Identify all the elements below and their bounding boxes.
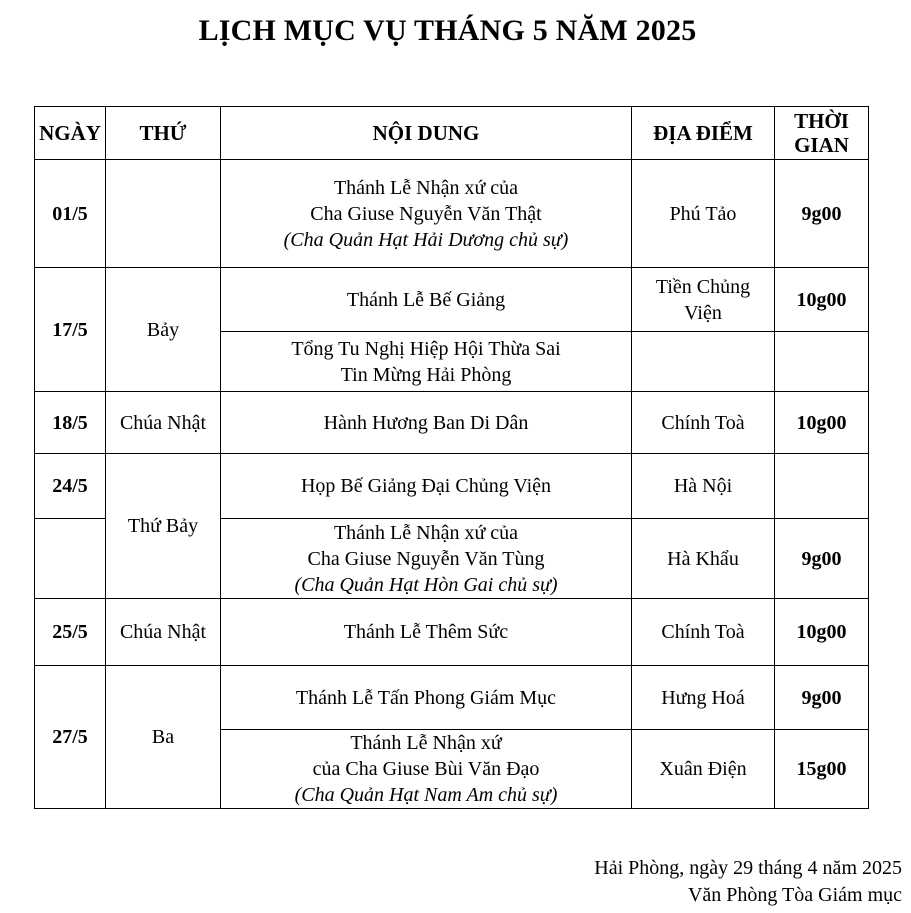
footer-place-date: Hải Phòng, ngày 29 tháng 4 năm 2025 <box>594 857 902 879</box>
row-day: 25/5 <box>35 599 106 666</box>
row-location: Chính Toà <box>632 599 775 666</box>
row-location: Hà Nội <box>632 454 775 519</box>
content-line: Tổng Tu Nghị Hiệp Hội Thừa Sai <box>291 337 561 360</box>
header-content: NỘI DUNG <box>221 107 632 160</box>
footer-signature <box>594 855 902 909</box>
row-location: Phú Tảo <box>632 160 775 268</box>
row-location <box>632 332 775 392</box>
row-time: 10g00 <box>775 268 869 332</box>
row-weekday: Thứ Bảy <box>106 454 221 599</box>
content-line: Thánh Lễ Nhận xứ <box>350 732 502 754</box>
location-line: Tiền Chủng <box>655 275 751 298</box>
row-content <box>221 160 632 268</box>
content-line: của Cha Giuse Bùi Văn Đạo <box>312 758 540 780</box>
header-weekday: THỨ <box>106 107 221 160</box>
table-header-row <box>35 107 869 160</box>
table-row <box>35 454 869 519</box>
table-row <box>35 392 869 454</box>
schedule-table <box>34 106 869 809</box>
content-line: Cha Giuse Nguyễn Văn Tùng <box>307 547 545 570</box>
row-content <box>221 730 632 809</box>
row-content <box>221 332 632 392</box>
row-location: Chính Toà <box>632 392 775 454</box>
row-weekday: Bảy <box>106 268 221 392</box>
content-note: (Cha Quản Hạt Hòn Gai chủ sự) <box>294 573 558 596</box>
header-time-line2: GIAN <box>794 133 849 157</box>
row-day: 01/5 <box>35 160 106 268</box>
table-row <box>35 268 869 332</box>
row-weekday: Chúa Nhật <box>106 599 221 666</box>
row-time: 10g00 <box>775 392 869 454</box>
row-content: Thánh Lễ Bế Giảng <box>221 268 632 332</box>
row-location <box>632 268 775 332</box>
row-time <box>775 332 869 392</box>
content-note: (Cha Quản Hạt Nam Am chủ sự) <box>294 784 558 806</box>
header-location: ĐỊA ĐIỂM <box>632 107 775 160</box>
row-time: 10g00 <box>775 599 869 666</box>
row-time: 9g00 <box>775 666 869 730</box>
header-day: NGÀY <box>35 107 106 160</box>
row-day: 24/5 <box>35 454 106 519</box>
row-content <box>221 519 632 599</box>
row-weekday: Chúa Nhật <box>106 392 221 454</box>
footer-office: Văn Phòng Tòa Giám mục <box>687 884 902 906</box>
header-time-line1: THỜI <box>794 109 849 133</box>
content-line: Thánh Lễ Nhận xứ của <box>333 521 519 544</box>
row-time <box>775 454 869 519</box>
content-line: Tin Mừng Hải Phòng <box>340 363 512 386</box>
row-location: Hà Khẩu <box>632 519 775 599</box>
table-row <box>35 160 869 268</box>
row-day: 17/5 <box>35 268 106 392</box>
row-day <box>35 519 106 599</box>
row-time: 9g00 <box>775 160 869 268</box>
row-location: Hưng Hoá <box>632 666 775 730</box>
row-time: 9g00 <box>775 519 869 599</box>
row-location: Xuân Điện <box>632 730 775 809</box>
location-line: Viện <box>684 301 722 324</box>
row-weekday <box>106 160 221 268</box>
content-note: (Cha Quản Hạt Hải Dương chủ sự) <box>283 228 569 251</box>
header-time <box>775 107 869 160</box>
row-content: Thánh Lễ Thêm Sức <box>221 599 632 666</box>
row-content: Hành Hương Ban Di Dân <box>221 392 632 454</box>
row-content: Thánh Lễ Tấn Phong Giám Mục <box>221 666 632 730</box>
page-title: LỊCH MỤC VỤ THÁNG 5 NĂM 2025 <box>198 14 697 47</box>
content-line: Cha Giuse Nguyễn Văn Thật <box>310 202 542 225</box>
table-row <box>35 666 869 730</box>
content-line: Thánh Lễ Nhận xứ của <box>333 176 519 199</box>
row-day: 18/5 <box>35 392 106 454</box>
table-row <box>35 599 869 666</box>
row-time: 15g00 <box>775 730 869 809</box>
row-weekday: Ba <box>106 666 221 809</box>
row-day: 27/5 <box>35 666 106 809</box>
row-content: Họp Bế Giảng Đại Chủng Viện <box>221 454 632 519</box>
